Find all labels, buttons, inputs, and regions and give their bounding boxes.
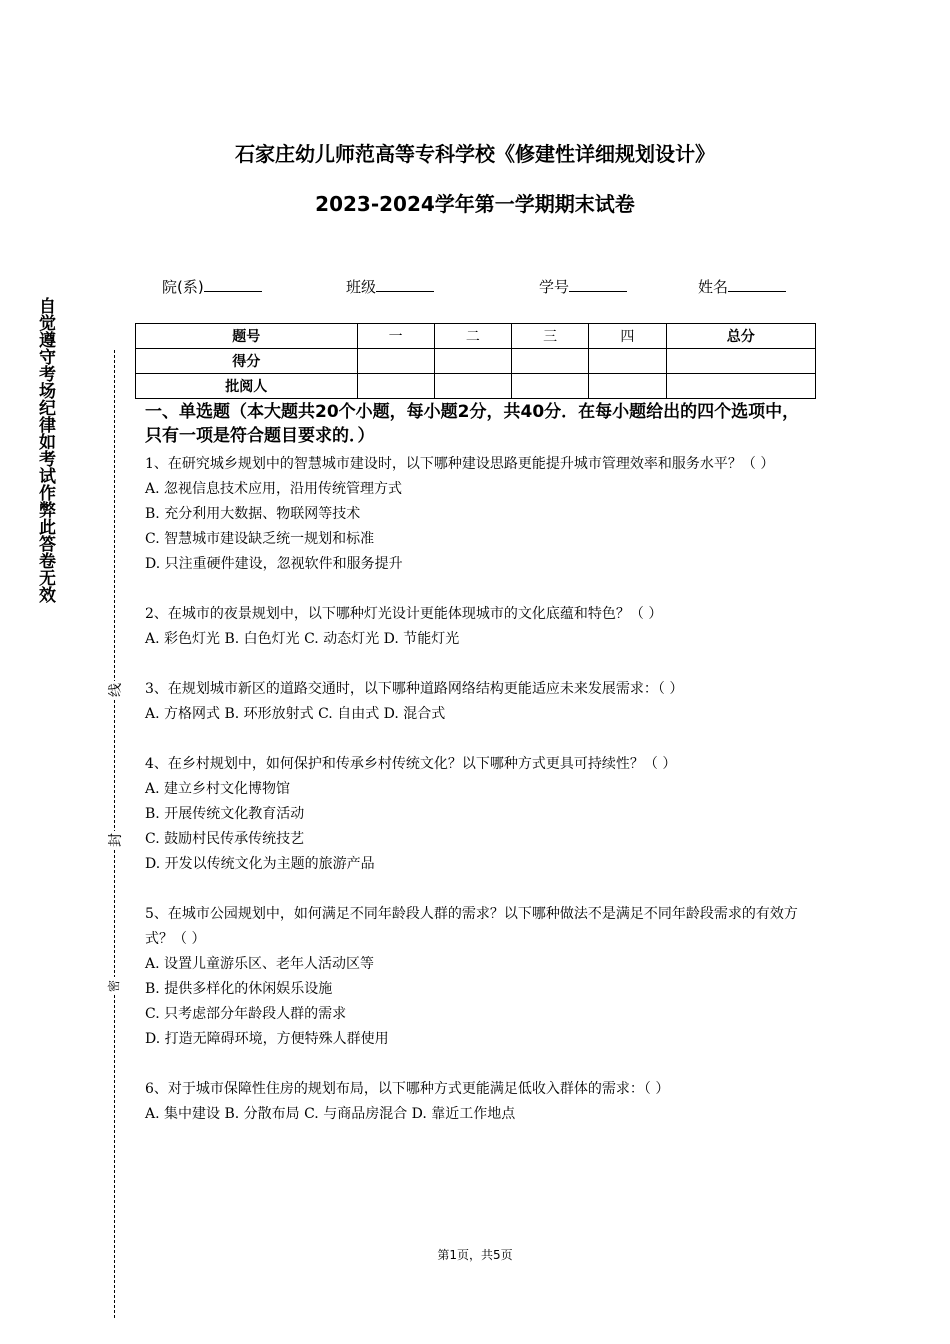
grader-row: [136, 374, 816, 399]
answer-option: A. 设置儿童游乐区、老年人活动区等: [145, 956, 375, 972]
answer-option: A. 彩色灯光 B. 白色灯光 C. 动态灯光 D. 节能灯光: [145, 631, 460, 647]
question-stem: 3、在规划城市新区的道路交通时，以下哪种道路网络结构更能适应未来发展需求：（ ）: [145, 681, 684, 697]
question-block: [145, 902, 815, 1052]
question-stem: 5、在城市公园规划中，如何满足不同年龄段人群的需求？以下哪种做法不是满足不同年龄段需求的有效方式？（ ）: [145, 906, 798, 947]
grader-cell: [357, 374, 434, 399]
score-row-label: 得分: [136, 349, 358, 374]
score-table-header-row: [136, 324, 816, 349]
question-stem: 2、在城市的夜景规划中，以下哪种灯光设计更能体现城市的文化底蕴和特色？（ ）: [145, 606, 663, 622]
exam-title-line2: 2023-2024学年第一学期期末试卷: [315, 192, 635, 216]
answer-option: C. 只考虑部分年龄段人群的需求: [145, 1006, 347, 1022]
answer-option: D. 开发以传统文化为主题的旅游产品: [145, 856, 375, 872]
student-id-blank: [569, 276, 627, 292]
answer-option: B. 开展传统文化教育活动: [145, 806, 305, 822]
score-col-header: 一: [357, 324, 434, 349]
department-field: [162, 276, 262, 297]
department-blank: [204, 276, 262, 292]
score-cell: [434, 349, 511, 374]
class-blank: [376, 276, 434, 292]
name-field: [698, 276, 786, 297]
answer-option: D. 打造无障碍环境，方便特殊人群使用: [145, 1031, 389, 1047]
exam-discipline-warning: 自觉遵守考场纪律如考试作弊此答卷无效: [35, 297, 55, 603]
answer-option: A. 方格网式 B. 环形放射式 C. 自由式 D. 混合式: [145, 706, 446, 722]
question-stem: 4、在乡村规划中，如何保护和传承乡村传统文化？以下哪种方式更具可持续性？（ ）: [145, 756, 677, 772]
score-table: [135, 323, 816, 399]
exam-title-line1: 石家庄幼儿师范高等专科学校《修建性详细规划设计》: [235, 142, 715, 166]
question-block: [145, 752, 815, 877]
score-cell: [666, 349, 815, 374]
grader-row-label: 批阅人: [136, 374, 358, 399]
grader-cell: [589, 374, 666, 399]
score-row: [136, 349, 816, 374]
answer-option: B. 充分利用大数据、物联网等技术: [145, 506, 361, 522]
class-field: [346, 276, 434, 297]
name-label: 姓名: [698, 278, 729, 296]
answer-option: A. 建立乡村文化博物馆: [145, 781, 291, 797]
class-label: 班级: [346, 278, 377, 296]
question-block: [145, 452, 815, 577]
score-col-header: 总分: [666, 324, 815, 349]
score-cell: [512, 349, 589, 374]
question-block: [145, 1077, 815, 1127]
department-label: 院(系): [162, 278, 204, 296]
score-col-header: 二: [434, 324, 511, 349]
answer-option: A. 忽视信息技术应用，沿用传统管理方式: [145, 481, 403, 497]
question-stem: 1、在研究城乡规划中的智慧城市建设时，以下哪种建设思路更能提升城市管理效率和服务水平？（ ）: [145, 456, 775, 472]
grader-cell: [512, 374, 589, 399]
name-blank: [728, 276, 786, 292]
page-number: 第1页，共5页: [437, 1248, 513, 1262]
question-block: [145, 677, 815, 727]
answer-option: D. 只注重硬件建设，忽视软件和服务提升: [145, 556, 403, 572]
question-stem: 6、对于城市保障性住房的规划布局，以下哪种方式更能满足低收入群体的需求：（ ）: [145, 1081, 670, 1097]
binding-label-secret: 密: [105, 977, 125, 995]
binding-label-seal: 封: [105, 831, 125, 849]
answer-option: C. 智慧城市建设缺乏统一规划和标准: [145, 531, 375, 547]
question-block: [145, 602, 815, 652]
score-cell: [357, 349, 434, 374]
exam-content: [145, 400, 815, 1152]
student-info-row: [162, 276, 802, 298]
score-col-header: 三: [512, 324, 589, 349]
student-id-field: [539, 276, 627, 297]
binding-label-line: 线: [105, 681, 125, 699]
score-cell: [589, 349, 666, 374]
section-heading: 一、单选题（本大题共20个小题，每小题2分，共40分．在每小题给出的四个选项中，只有一项是符合题目要求的．）: [145, 402, 800, 446]
answer-option: A. 集中建设 B. 分散布局 C. 与商品房混合 D. 靠近工作地点: [145, 1106, 516, 1122]
answer-option: B. 提供多样化的休闲娱乐设施: [145, 981, 333, 997]
grader-cell: [666, 374, 815, 399]
grader-cell: [434, 374, 511, 399]
student-id-label: 学号: [539, 278, 570, 296]
answer-option: C. 鼓励村民传承传统技艺: [145, 831, 305, 847]
score-col-header: 题号: [136, 324, 358, 349]
score-col-header: 四: [589, 324, 666, 349]
